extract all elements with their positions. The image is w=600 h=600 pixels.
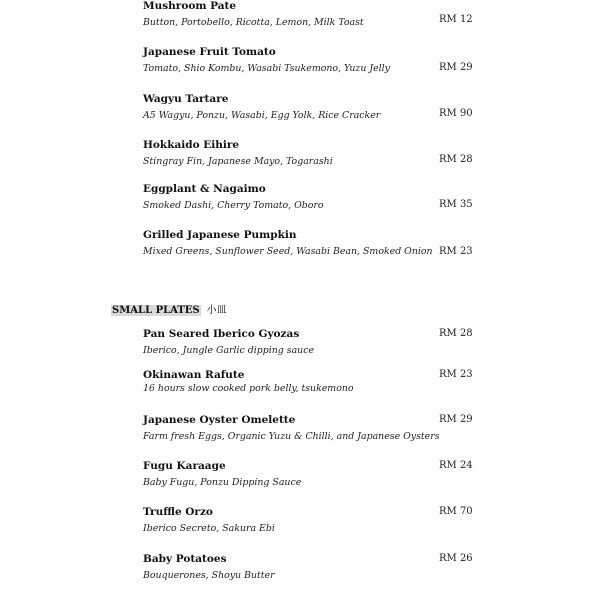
menu-item-name: Wagyu Tartare	[143, 93, 229, 105]
menu-item-price: RM 35	[439, 199, 473, 210]
menu-item-price: RM 29	[439, 62, 473, 73]
menu-item	[143, 505, 473, 536]
menu-item-name: Truffle Orzo	[143, 506, 213, 518]
section-header-small-plates	[111, 304, 227, 317]
menu-item-price: RM 29	[439, 414, 473, 425]
menu-item-price: RM 23	[439, 369, 473, 380]
menu-item-description: Iberico, Jungle Garlic dipping sauce	[143, 345, 314, 356]
menu-item	[143, 552, 473, 583]
section-title-cjk: 小皿	[206, 305, 227, 316]
menu-item	[143, 45, 473, 76]
menu-item-price: RM 24	[439, 460, 473, 471]
menu-item	[143, 228, 473, 259]
menu-item	[143, 92, 473, 123]
menu-item-price: RM 12	[439, 14, 473, 25]
menu-item-name: Baby Potatoes	[143, 553, 227, 565]
menu-item-name: Okinawan Rafute	[143, 369, 245, 381]
menu-item-name: Japanese Fruit Tomato	[143, 46, 276, 58]
menu-item-name: Hokkaido Eihire	[143, 139, 240, 151]
menu-item-description: 16 hours slow cooked pork belly, tsukemono	[143, 383, 354, 394]
menu-item-description: Stingray Fin, Japanese Mayo, Togarashi	[143, 156, 333, 167]
section-title: SMALL PLATES	[112, 305, 200, 316]
menu-item-description: Iberico Secreto, Sakura Ebi	[143, 523, 275, 534]
menu-item-description: Tomato, Shio Kombu, Wasabi Tsukemono, Yuzu Jelly	[143, 63, 390, 74]
menu-item-name: Eggplant & Nagaimo	[143, 183, 266, 195]
menu-item	[143, 0, 473, 30]
menu-item-description: Farm fresh Eggs, Organic Yuzu & Chilli, and Japanese Oysters	[143, 431, 440, 442]
menu-item-description: Mixed Greens, Sunflower Seed, Wasabi Bean, Smoked Onion	[143, 246, 433, 257]
menu-item-price: RM 28	[439, 154, 473, 165]
menu-item-price: RM 90	[439, 108, 473, 119]
menu-item-price: RM 26	[439, 553, 473, 564]
menu-item	[143, 182, 473, 213]
menu-item-description: Bouquerones, Shoyu Butter	[143, 570, 275, 581]
menu-item-name: Japanese Oyster Omelette	[143, 414, 296, 426]
menu-item-price: RM 28	[439, 328, 473, 339]
menu-item-price: RM 70	[439, 506, 473, 517]
menu-item-description: A5 Wagyu, Ponzu, Wasabi, Egg Yolk, Rice Cracker	[143, 110, 381, 121]
menu-item-name: Grilled Japanese Pumpkin	[143, 229, 297, 241]
menu-item-description: Smoked Dashi, Cherry Tomato, Oboro	[143, 200, 324, 211]
menu-item-name: Mushroom Pate	[143, 0, 237, 12]
menu-item-description: Button, Portobello, Ricotta, Lemon, Milk Toast	[143, 17, 364, 28]
menu-item	[143, 327, 473, 358]
menu-item-price: RM 23	[439, 246, 473, 257]
menu-item	[143, 413, 473, 444]
menu-item	[143, 459, 473, 490]
menu-item-description: Baby Fugu, Ponzu Dipping Sauce	[143, 477, 302, 488]
menu-item-name: Pan Seared Iberico Gyozas	[143, 328, 300, 340]
menu-item-name: Fugu Karaage	[143, 460, 226, 472]
menu-item	[143, 368, 473, 396]
menu-item	[143, 138, 473, 169]
